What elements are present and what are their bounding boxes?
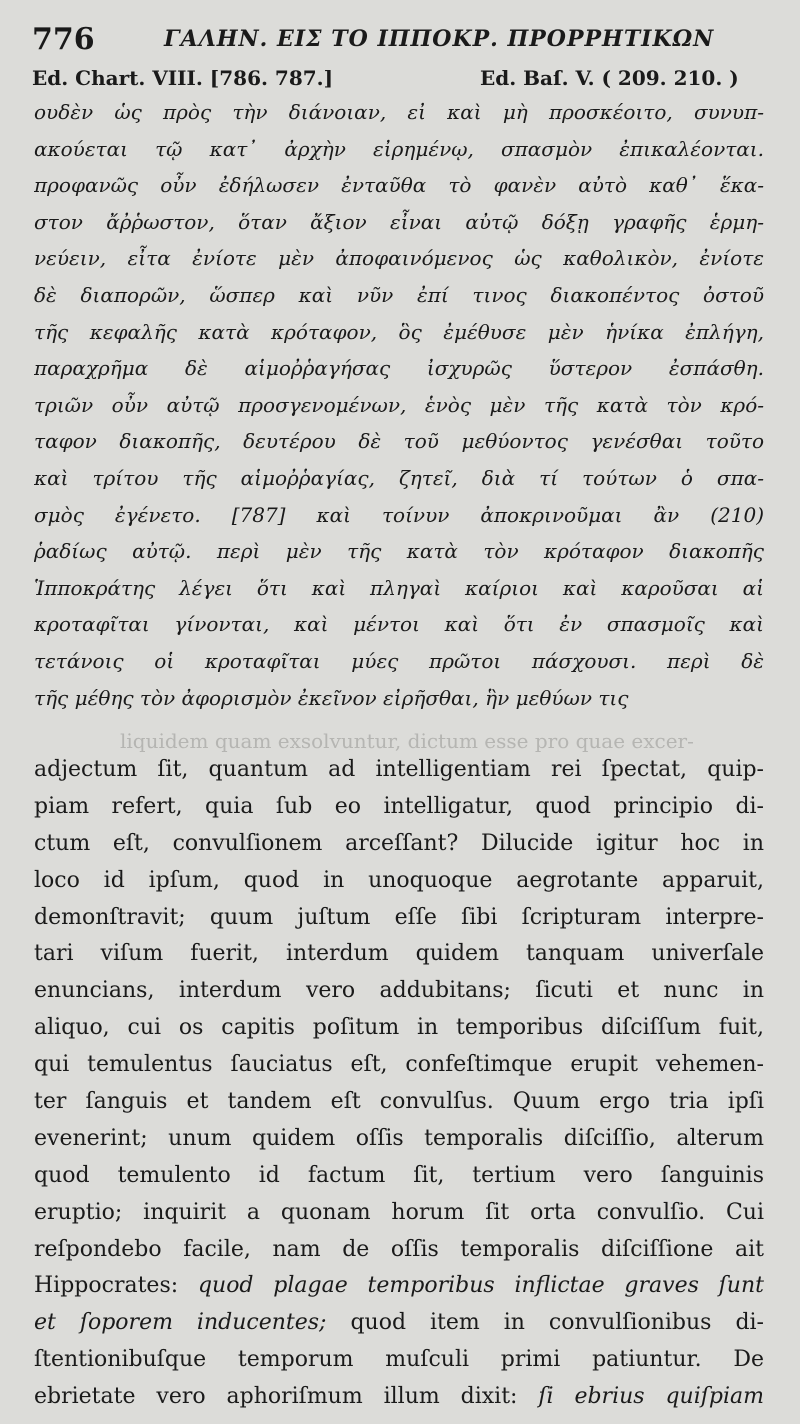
latin-line: loco id ipſum, quod in unoquoque aegrotante apparuit, bbox=[34, 867, 764, 893]
greek-line: καὶ τρίτου τῆς αἱμοῤῥαγίας, ζητεῖ, διὰ τί τούτων ὁ σπα- bbox=[34, 465, 764, 490]
greek-line: ῥαδίως αὐτῷ. περὶ μὲν τῆς κατὰ τὸν κρόταφον διακοπῆς bbox=[34, 539, 764, 564]
greek-line: τῆς μέθης τὸν ἀφορισμὸν ἐκεῖνον εἰρῆσθαι, ἣν μεθύων τις bbox=[34, 685, 629, 710]
latin-line bbox=[34, 1268, 764, 1305]
latin-line: qui temulentus ſauciatus eſt, confeſtimque erupit vehemen- bbox=[34, 1052, 764, 1078]
greek-line: κροταφῖται γίνονται, καὶ μέντοι καὶ ὅτι ἐν σπασμοῖς καὶ bbox=[34, 612, 764, 637]
latin-line: reſpondebo facile, nam de oſſis temporalis diſciſſione ait bbox=[34, 1236, 764, 1262]
latin-line: piam refert, quia ſub eo intelligatur, quod principio di- bbox=[34, 793, 764, 819]
latin-quotation: ſi ebrius quiſpiam bbox=[538, 1384, 764, 1410]
greek-line: ακούεται τῷ κατ᾽ ἀρχὴν εἰρημένῳ, σπασμὸν ἐπικαλέονται. bbox=[34, 136, 764, 161]
latin-line: demonſtravit; quum juſtum eſſe ſibi ſcripturam interpre- bbox=[34, 904, 764, 930]
latin-line: adjectum ſit, quantum ad intelligentiam rei ſpectat, quip- bbox=[34, 757, 764, 782]
greek-line: δὲ διαπορῶν, ὥσπερ καὶ νῦν ἐπί τινος διακοπέντος ὀστοῦ bbox=[34, 282, 764, 307]
greek-line: Ἱπποκράτης λέγει ὅτι καὶ πληγαὶ καίριοι καὶ καροῦσαι αἱ bbox=[34, 575, 764, 600]
greek-line: ουδὲν ὡς πρὸς τὴν διάνοιαν, εἰ καὶ μὴ προσκέοιτο, συνυπ- bbox=[34, 100, 764, 124]
edition-basel-ref: Ed. Baſ. V. ( 209. 210. ) bbox=[480, 66, 739, 90]
latin-text: quod item in convulſionibus di- bbox=[326, 1310, 764, 1336]
latin-line: quod temulento id factum ſit, tertium vero ſanguinis bbox=[34, 1162, 764, 1188]
greek-line: τριῶν οὖν αὐτῷ προσγενομένων, ἑνὸς μὲν τῆς κατὰ τὸν κρό- bbox=[34, 392, 764, 417]
latin-line: eruptio; inquirit a quonam horum ſit orta convulſio. Cui bbox=[34, 1199, 764, 1225]
greek-line: ταφον διακοπῆς, δευτέρου δὲ τοῦ μεθύοντος γενέσθαι τοῦτο bbox=[34, 429, 764, 454]
latin-quotation: quod plagae temporibus inflictae graves ſunt bbox=[197, 1273, 764, 1299]
greek-line: σμὸς ἐγένετο. [787] καὶ τοίνυν ἀποκρινοῦμαι ἂν (210) bbox=[34, 502, 764, 527]
latin-line: ctum eſt, convulſionem arceſſant? Dilucide igitur hoc in bbox=[34, 830, 764, 856]
greek-line: παραχρῆμα δὲ αἱμοῤῥαγήσας ἰσχυρῶς ὕστερον ἐσπάσθη. bbox=[34, 356, 764, 381]
latin-line: evenerint; unum quidem oſſis temporalis diſciſſio, alterum bbox=[34, 1125, 764, 1151]
greek-line: τῆς κεφαλῆς κατὰ κρόταφον, ὃς ἐμέθυσε μὲν ἡνίκα ἐπλήγη, bbox=[34, 319, 764, 344]
greek-line: προφανῶς οὖν ἐδήλωσεν ἐνταῦθα τὸ φανὲν αὐτὸ καθ᾽ ἕκα- bbox=[34, 173, 764, 198]
greek-text-block bbox=[34, 94, 764, 716]
latin-line bbox=[34, 1379, 764, 1416]
edition-reference-line bbox=[32, 66, 772, 96]
latin-quotation: et ſoporem inducentes; bbox=[34, 1310, 327, 1336]
latin-line: tari viſum fuerit, interdum quidem tanquam univerſale bbox=[34, 941, 764, 967]
greek-line: τετάνοις οἱ κροταφῖται μύες πρῶτοι πάσχουσι. περὶ δὲ bbox=[34, 648, 764, 673]
latin-text-block bbox=[34, 752, 764, 1416]
latin-line: enuncians, interdum vero addubitans; ſicuti et nunc in bbox=[34, 978, 764, 1004]
latin-text: ebrietate vero aphoriſmum illum dixit: bbox=[34, 1384, 539, 1410]
greek-line: στον ἄῤῥωστον, ὅταν ἄξιον εἶναι αὐτῷ δόξῃ γραφῆς ἑρμη- bbox=[34, 209, 764, 234]
latin-line: ter ſanguis et tandem eſt convulſus. Quum ergo tria ipſi bbox=[34, 1089, 764, 1115]
greek-line: νεύειν, εἶτα ἐνίοτε μὲν ἀποφαινόμενος ὡς καθολικὸν, ἐνίοτε bbox=[34, 246, 764, 271]
page-number: 776 bbox=[32, 22, 95, 57]
edition-chartier-ref: Ed. Chart. VIII. [786. 787.] bbox=[32, 66, 334, 90]
latin-line bbox=[34, 1305, 764, 1342]
page-header bbox=[32, 22, 772, 64]
latin-line: aliquo, cui os capitis poſitum in temporibus diſciſſum fuit, bbox=[34, 1015, 764, 1041]
latin-line: ſtentionibuſque temporum muſculi primi patiuntur. De bbox=[34, 1347, 764, 1373]
latin-text: Hippocrates: bbox=[34, 1273, 198, 1299]
bleed-through-text: liquidem quam exsolvuntur, dictum esse pro quae excer- bbox=[120, 729, 694, 753]
running-title: ΓΑΛΗΝ. ΕΙΣ ΤΟ ΙΠΠΟΚΡ. ΠΡΟΡΡΗΤΙΚΩΝ bbox=[164, 26, 715, 52]
